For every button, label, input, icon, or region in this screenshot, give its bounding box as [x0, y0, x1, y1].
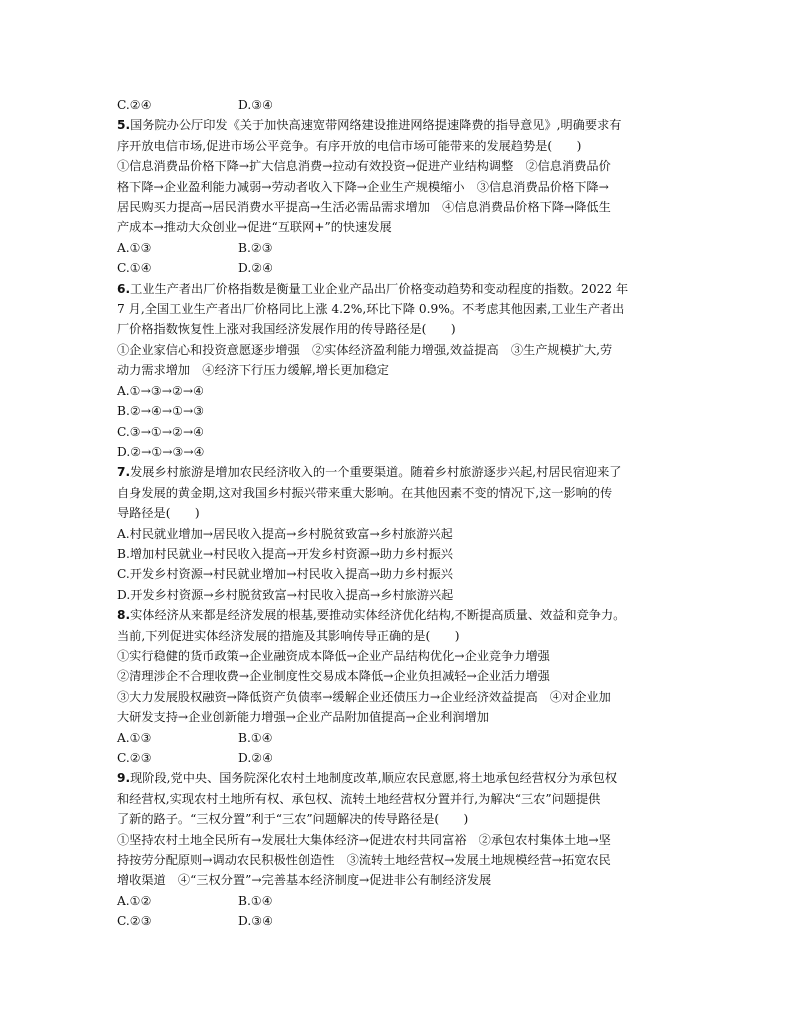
q5-line-2: 序开放电信市场,促进市场公平竞争。有序开放的电信市场可能带来的发展趋势是( )	[117, 138, 582, 153]
q5-option-b: B.②③	[238, 240, 273, 255]
q5-option-d: D.②④	[238, 261, 274, 276]
q9-line-4: ①坚持农村土地全民所有→发展壮大集体经济→促进农村共同富裕 ②承包农村集体土地→坚	[117, 832, 611, 847]
q7-option-b: B.增加村民就业→村民收入提高→开发乡村资源→助力乡村振兴	[117, 546, 453, 561]
q6-line-2: 7 月,全国工业生产者出厂价格同比上涨 4.2%,环比下降 0.9%。不考虑其他因素,工业生产者出	[117, 302, 625, 317]
q9-option-d: D.③④	[238, 914, 274, 929]
q9-line-5: 持按劳分配原则→调动农民积极性创造性 ③流转土地经营权→发展土地规模经营→拓宽农民	[117, 853, 611, 868]
q8-option-c: C.②③	[117, 751, 152, 765]
question-7	[117, 462, 677, 605]
q9-option-a: A.①②	[117, 893, 152, 908]
q6-option-d: D.②→①→③→④	[117, 444, 205, 459]
q6-line-1: 6.工业生产者出厂价格指数是衡量工业企业产品出厂价格变动趋势和变动程度的指数。2022 年	[117, 281, 629, 296]
q7-line-2: 自身发展的黄金期,这对我国乡村振兴带来重大影响。在其他因素不变的情况下,这一影响的传	[117, 485, 613, 500]
q6-line-4: ①企业家信心和投资意愿逐步增强 ②实体经济盈利能力增强,效益提高 ③生产规模扩大,劳	[117, 342, 613, 357]
q8-options-row-2	[117, 748, 677, 768]
q5-options-row-2	[117, 258, 677, 278]
q8-options-row-1	[117, 728, 677, 748]
q9-line-3: 了新的路子。“三权分置”利于“三农”问题解决的传导路径是( )	[117, 812, 469, 827]
q6-option-c: C.③→①→②→④	[117, 424, 205, 439]
q8-line-6: 大研发支持→企业创新能力增强→企业产品附加值提高→企业利润增加	[117, 710, 489, 725]
q7-option-c: C.开发乡村资源→村民就业增加→村民收入提高→助力乡村振兴	[117, 567, 453, 582]
q7-line-1: 7.发展乡村旅游是增加农民经济收入的一个重要渠道。随着乡村旅游逐步兴起,村居民宿迎来了	[117, 465, 622, 480]
q5-line-4: 格下降→企业盈利能力减弱→劳动者收入下降→企业生产规模缩小 ③信息消费品价格下降→	[117, 179, 609, 194]
question-9	[117, 768, 677, 931]
q6-option-a: A.①→③→②→④	[117, 383, 205, 398]
q9-number: 9.	[117, 771, 131, 786]
q8-option-b: B.①④	[238, 730, 273, 745]
q9-options-row-1	[117, 891, 677, 911]
q6-line-5: 动力需求增加 ④经济下行压力缓解,增长更加稳定	[117, 363, 389, 378]
q8-number: 8.	[117, 608, 131, 623]
q9-option-b: B.①④	[238, 893, 273, 908]
q5-line-6: 产成本→推动大众创业→促进“互联网+”的快速发展	[117, 220, 392, 235]
q5-line-3: ①信息消费品价格下降→扩大信息消费→拉动有效投资→促进产业结构调整 ②信息消费品价	[117, 159, 611, 174]
q7-option-a: A.村民就业增加→居民收入提高→乡村脱贫致富→乡村旅游兴起	[117, 526, 453, 541]
q5-number: 5.	[117, 118, 131, 133]
q8-line-3: ①实行稳健的货币政策→企业融资成本降低→企业产品结构优化→企业竞争力增强	[117, 648, 550, 663]
q6-line-3: 厂价格指数恢复性上涨对我国经济发展作用的传导路径是( )	[117, 322, 456, 337]
q8-line-2: 当前,下列促进实体经济发展的措施及其影响传导正确的是( )	[117, 628, 460, 643]
q4-options-row	[117, 95, 677, 115]
q7-number: 7.	[117, 465, 131, 480]
q9-option-c: C.②③	[117, 914, 152, 929]
question-8	[117, 605, 677, 768]
q8-line-5: ③大力发展股权融资→降低资产负债率→缓解企业还债压力→企业经济效益提高 ④对企业加	[117, 689, 611, 704]
exam-page	[117, 95, 677, 932]
q5-line-1: 5.国务院办公厅印发《关于加快高速宽带网络建设推进网络提速降费的指导意见》,明确要求有	[117, 118, 622, 133]
question-6	[117, 279, 677, 463]
q5-option-a: A.①③	[117, 240, 152, 255]
q5-option-c: C.①④	[117, 261, 152, 276]
q9-line-1: 9.现阶段,党中央、国务院深化农村土地制度改革,顺应农民意愿,将土地承包经营权分为承包权	[117, 771, 618, 786]
q5-options-row-1	[117, 238, 677, 258]
q7-option-d: D.开发乡村资源→乡村脱贫致富→村民收入提高→乡村旅游兴起	[117, 587, 454, 602]
q9-line-2: 和经营权,实现农村土地所有权、承包权、流转土地经营权分置并行,为解决“三农”问题提供	[117, 791, 601, 806]
q6-option-b: B.②→④→①→③	[117, 404, 205, 419]
q5-line-5: 居民购买力提高→居民消费水平提高→生活必需品需求增加 ④信息消费品价格下降→降低生	[117, 200, 611, 215]
q7-line-3: 导路径是( )	[117, 506, 200, 521]
q9-options-row-2	[117, 911, 677, 931]
q4-option-c: C.②④	[117, 98, 152, 112]
q8-line-1: 8.实体经济从来都是经济发展的根基,要推动实体经济优化结构,不断提高质量、效益和竞争力。	[117, 608, 626, 623]
q9-line-6: 增收渠道 ④“三权分置”→完善基本经济制度→促进非公有制经济发展	[117, 873, 492, 888]
q8-option-a: A.①③	[117, 730, 152, 745]
q8-line-4: ②清理涉企不合理收费→企业制度性交易成本降低→企业负担减轻→企业活力增强	[117, 669, 550, 684]
question-5	[117, 115, 677, 278]
q8-option-d: D.②④	[238, 751, 274, 765]
q4-option-d: D.③④	[238, 98, 274, 112]
q6-number: 6.	[117, 281, 131, 296]
